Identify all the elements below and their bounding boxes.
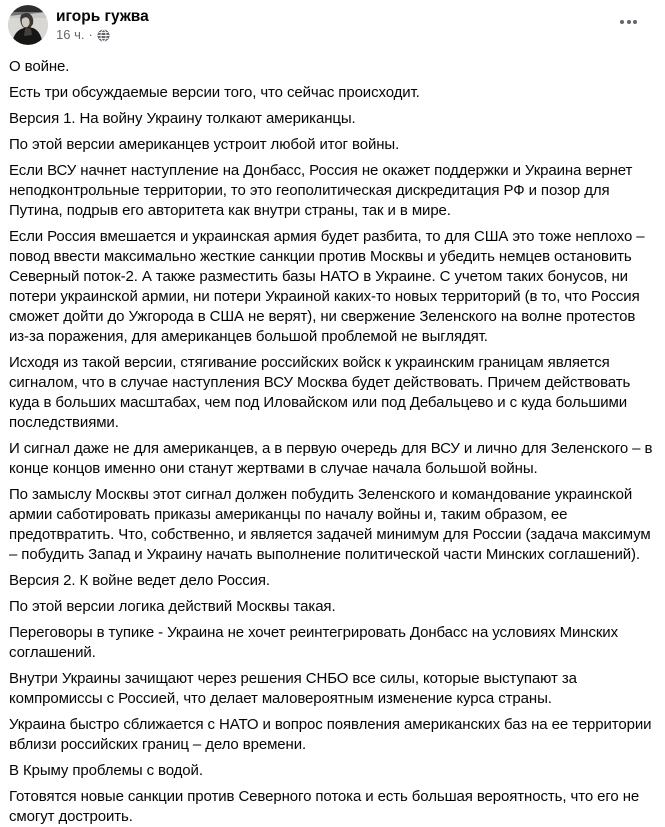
post-paragraph: Если Россия вмешается и украинская армия будет разбита, то для США это тоже неплохо – повод ввести максимально жесткие санкции против Москвы и убедить немцев остановить Северный поток-2. А также разместить базы НАТО в Украине. С учетом таких бонусов, ни потери украинской армии, ни потери Украиной каких-то новых территорий (в то, что Россия сможет дойти до Ужгорода в США не верят), ни свержение Зеленского на волне протестов из-за поражения, для американцев большой проблемой не выглядят. (9, 228, 645, 345)
post-paragraph: Есть три обсуждаемые версии того, что сейчас происходит. (9, 84, 420, 101)
post-paragraph: О войне. (9, 58, 70, 75)
timestamp[interactable]: 16 ч. (56, 27, 85, 42)
post-paragraph: Внутри Украины зачищают через решения СНБО все силы, которые выступают за компромиссы с Россией, что делает маловероятным изменение курса страны. (9, 670, 577, 707)
post-paragraph: В Крыму проблемы с водой. (9, 762, 203, 779)
post-paragraph: Версия 1. На войну Украину толкают американцы. (9, 110, 356, 127)
post-paragraph: По замыслу Москвы этот сигнал должен побудить Зеленского и командование украинской армии саботировать приказы американцы по началу войны и, таким образом, ее предотвратить. Что, собственно, и является задачей минимум для России (задача максимум – побудить Запад и Украину начать выполнение политической части Минских соглашений). (9, 486, 651, 563)
post-paragraph: Исходя из такой версии, стягивание российских войск к украинским границам является сигналом, что в случае наступления ВСУ Москва будет действовать. Причем действовать куда в больших масштабах, чем под Иловайском или под Дебальцево и с куда большими последствиями. (9, 354, 631, 431)
post-paragraph: Украина быстро сближается с НАТО и вопрос появления американских баз на ее территории вблизи российских границ – дело времени. (9, 716, 652, 753)
author-name[interactable]: игорь гужва (56, 8, 149, 25)
ellipsis-icon (620, 20, 624, 24)
post-paragraph: По этой версии логика действий Москвы такая. (9, 598, 336, 615)
avatar[interactable] (8, 5, 48, 45)
post-header (0, 0, 665, 50)
profile-photo (8, 5, 48, 45)
post-body (0, 50, 665, 827)
post-paragraph: По этой версии американцев устроит любой итог войны. (9, 136, 400, 153)
post-paragraph: Версия 2. К войне ведет дело Россия. (9, 572, 270, 589)
post-subline (56, 27, 149, 43)
header-meta (56, 5, 149, 43)
post-paragraph: Готовятся новые санкции против Северного потока и есть большая вероятность, что его не смогут достроить. (9, 788, 640, 825)
dot-separator: · (88, 27, 93, 42)
globe-icon (97, 29, 110, 42)
post-paragraph: Если ВСУ начнет наступление на Донбасс, Россия не окажет поддержки и Украина вернет неподконтрольные территории, то это геополитическая дискредитация РФ и позор для Путина, подрыв его авторитета как внутри страны, так и в мире. (9, 162, 633, 219)
post-paragraph: Переговоры в тупике - Украина не хочет реинтегрировать Донбасс на условиях Минских соглашений. (9, 624, 618, 661)
post-paragraph: И сигнал даже не для американцев, а в первую очередь для ВСУ и лично для Зеленского – в конце концов именно они станут жертвами в случае начала большой войны. (9, 440, 653, 477)
more-options-button[interactable] (616, 14, 641, 30)
